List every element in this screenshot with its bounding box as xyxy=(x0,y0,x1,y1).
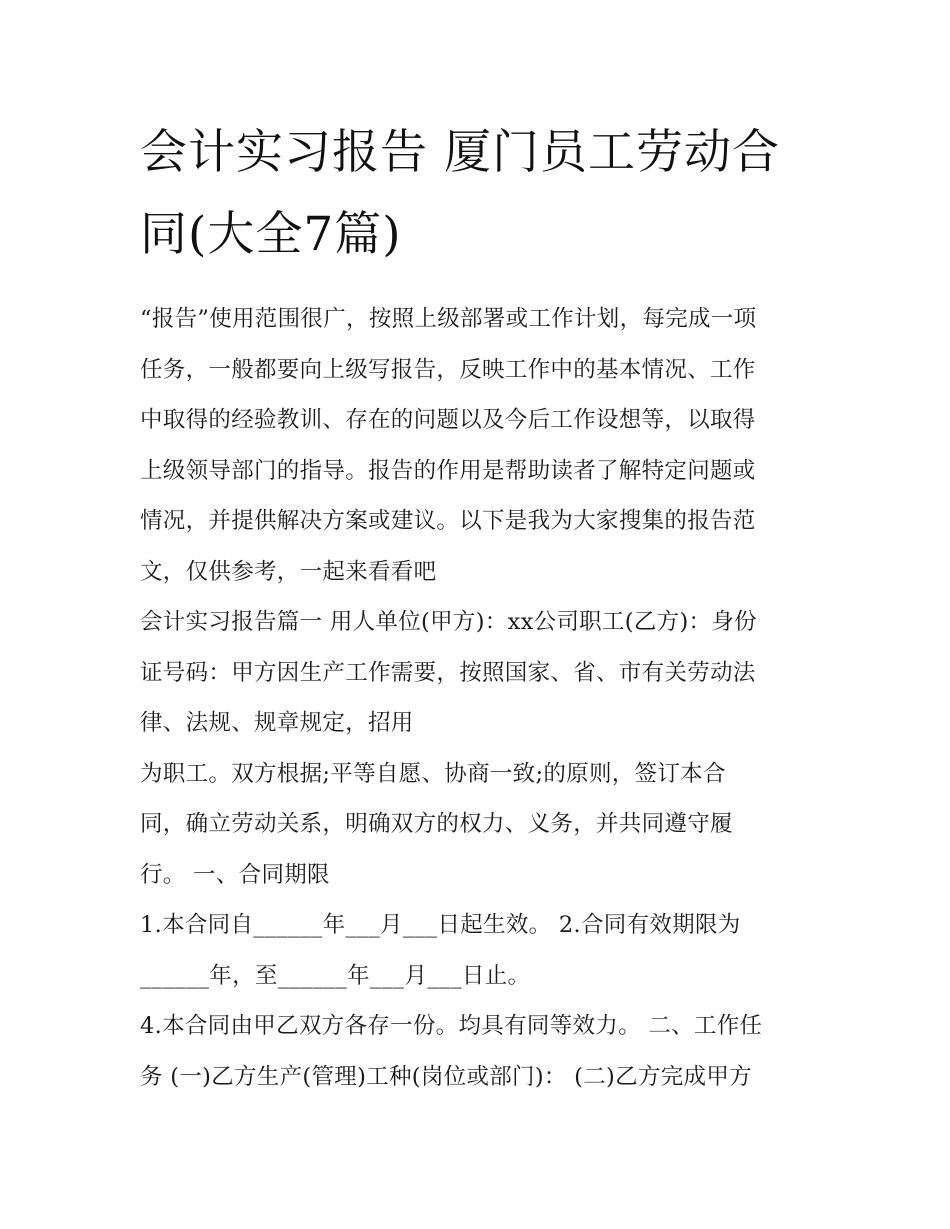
text-line: 1.本合同自______年___月___日起生效。 2.合同有效期限为 xyxy=(140,912,741,938)
document-body xyxy=(140,294,820,1102)
text-line: 为职工。双方根据;平等自愿、协商一致;的原则，签订本合 xyxy=(140,760,726,787)
text-line: 4.本合同由甲乙双方各存一份。均具有同等效力。 二、工作任 xyxy=(140,1013,763,1039)
text-line: 证号码：甲方因生产工作需要，按照国家、省、市有关劳动法 xyxy=(140,659,756,686)
text-line: 中取得的经验教训、存在的问题以及今后工作设想等，以取得 xyxy=(140,407,756,433)
document-title: 会计实习报告 厦门员工劳动合同(大全7篇) xyxy=(140,125,780,262)
text-line: 行。 一、合同期限 xyxy=(140,861,330,888)
text-line: “报告”使用范围很广，按照上级部署或工作计划，每完成一项 xyxy=(140,306,757,332)
text-line: ______年，至______年___月___日止。 xyxy=(140,962,531,989)
text-line: 文，仅供参考，一起来看看吧 xyxy=(140,558,437,585)
text-line: 情况，并提供解决方案或建议。以下是我为大家搜集的报告范 xyxy=(140,508,756,534)
text-line: 任务，一般都要向上级写报告，反映工作中的基本情况、工作 xyxy=(140,356,756,383)
text-line: 会计实习报告篇一 用人单位(甲方)：xx公司职工(乙方)：身份 xyxy=(140,609,757,635)
text-line: 律、法规、规章规定，招用 xyxy=(140,710,414,736)
document-page xyxy=(140,112,820,1102)
text-line: 上级领导部门的指导。报告的作用是帮助读者了解特定问题或 xyxy=(140,457,756,484)
text-line: 同，确立劳动关系，明确双方的权力、义务，并共同遵守履 xyxy=(140,811,733,837)
text-line: 务 (一)乙方生产(管理)工种(岗位或部门)： (二)乙方完成甲方 xyxy=(140,1063,752,1090)
